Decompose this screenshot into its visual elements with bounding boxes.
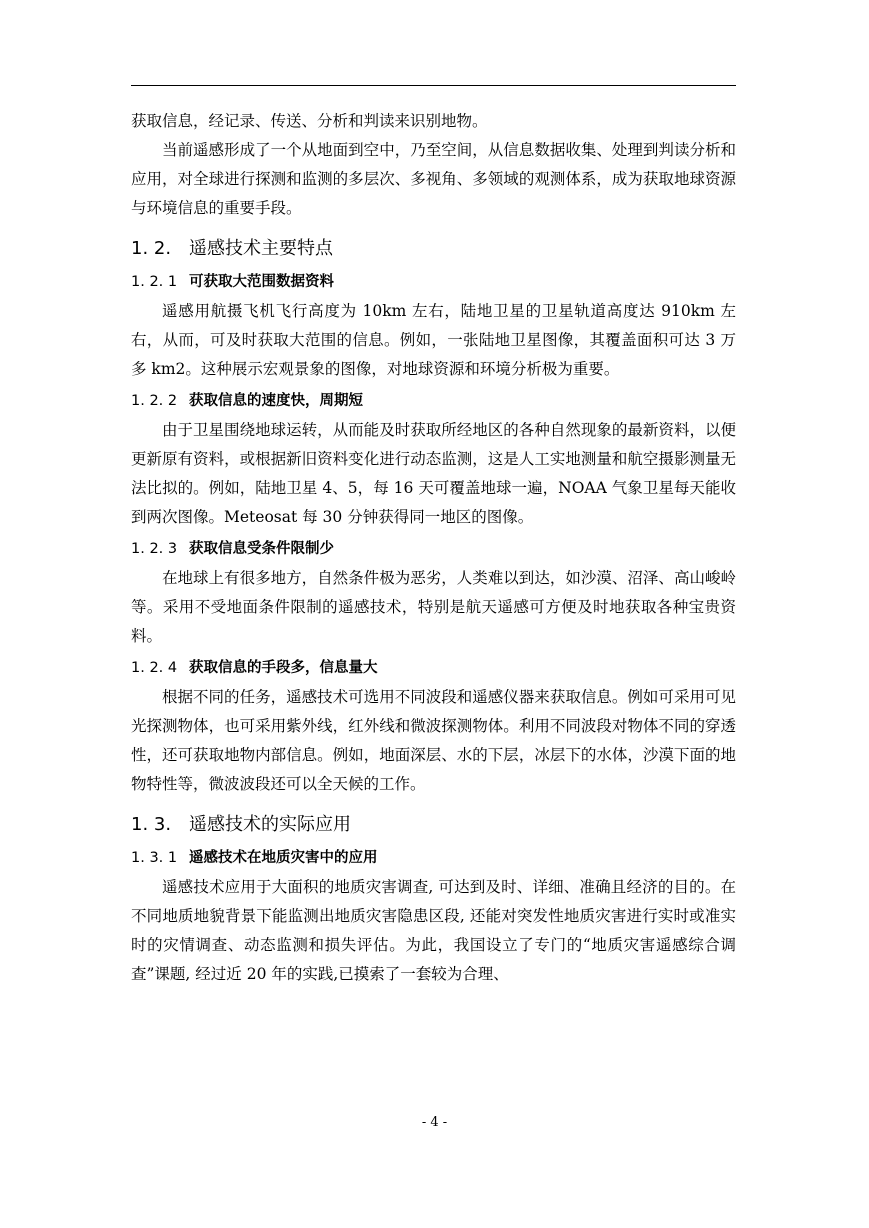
page-number: - 4 - — [421, 1115, 448, 1130]
section-title: 遥感技术主要特点 — [189, 238, 333, 259]
paragraph: 获取信息，经记录、传送、分析和判读来识别地物。 — [131, 112, 488, 130]
paragraph: 由于卫星围绕地球运转，从而能及时获取所经地区的各种自然现象的最新资料，以便更新原有资料，或根据新旧资料变化进行动态监测，这是人工实地测量和航空摄影测量无法比拟的。例如，陆地卫星 4、5，每 16 天可覆盖地球一遍，NOAA 气象卫星每天能收到两次图像。Meteosat 每 30 分钟获得同一地区的图像。 — [131, 421, 736, 526]
subsection-heading — [131, 845, 736, 871]
section-number: 1. 2. — [131, 238, 172, 259]
section-title: 遥感技术的实际应用 — [189, 814, 351, 835]
subsection-heading — [131, 388, 736, 414]
subsection-heading — [131, 536, 736, 562]
subsection-number: 1. 2. 4 — [131, 660, 178, 676]
subsection-title: 可获取大范围数据资料 — [189, 274, 334, 290]
subsection-title: 遥感技术在地质灾害中的应用 — [189, 850, 378, 866]
subsection-number: 1. 2. 3 — [131, 541, 178, 557]
paragraph: 在地球上有很多地方，自然条件极为恶劣，人类难以到达，如沙漠、沼泽、高山峻岭等。采用不受地面条件限制的遥感技术，特别是航天遥感可方便及时地获取各种宝贵资料。 — [131, 569, 736, 645]
document-body — [131, 107, 736, 989]
paragraph: 遥感用航摄飞机飞行高度为 10km 左右，陆地卫星的卫星轨道高度达 910km 左右，从而，可及时获取大范围的信息。例如，一张陆地卫星图像，其覆盖面积可达 3 万多 km2。这种展示宏观景象的图像，对地球资源和环境分析极为重要。 — [131, 302, 736, 378]
section-heading — [131, 233, 736, 265]
subsection-title: 获取信息受条件限制少 — [189, 541, 334, 557]
subsection-title: 获取信息的手段多，信息量大 — [189, 660, 378, 676]
subsection-heading — [131, 269, 736, 295]
subsection-number: 1. 3. 1 — [131, 850, 178, 866]
subsection-number: 1. 2. 2 — [131, 393, 178, 409]
subsection-title: 获取信息的速度快，周期短 — [189, 393, 363, 409]
paragraph: 遥感技术应用于大面积的地质灾害调查, 可达到及时、详细、准确且经济的目的。在不同地质地貌背景下能监测出地质灾害隐患区段, 还能对突发性地质灾害进行实时或准实时的灾情调查、动态监测和损失评估。为此，我国设立了专门的“地质灾害遥感综合调查”课题, 经过近 20 年的实践,已摸索了一套较为合理、 — [131, 878, 736, 983]
section-number: 1. 3. — [131, 814, 172, 835]
subsection-heading — [131, 655, 736, 681]
paragraph: 当前遥感形成了一个从地面到空中，乃至空间，从信息数据收集、处理到判读分析和应用，对全球进行探测和监测的多层次、多视角、多领域的观测体系，成为获取地球资源与环境信息的重要手段。 — [131, 141, 736, 217]
paragraph: 根据不同的任务，遥感技术可选用不同波段和遥感仪器来获取信息。例如可采用可见光探测物体，也可采用紫外线，红外线和微波探测物体。利用不同波段对物体不同的穿透性，还可获取地物内部信息。例如，地面深层、水的下层，冰层下的水体，沙漠下面的地物特性等，微波波段还可以全天候的工作。 — [131, 688, 736, 793]
section-heading — [131, 809, 736, 841]
subsection-number: 1. 2. 1 — [131, 274, 178, 290]
header-rule — [131, 85, 736, 86]
